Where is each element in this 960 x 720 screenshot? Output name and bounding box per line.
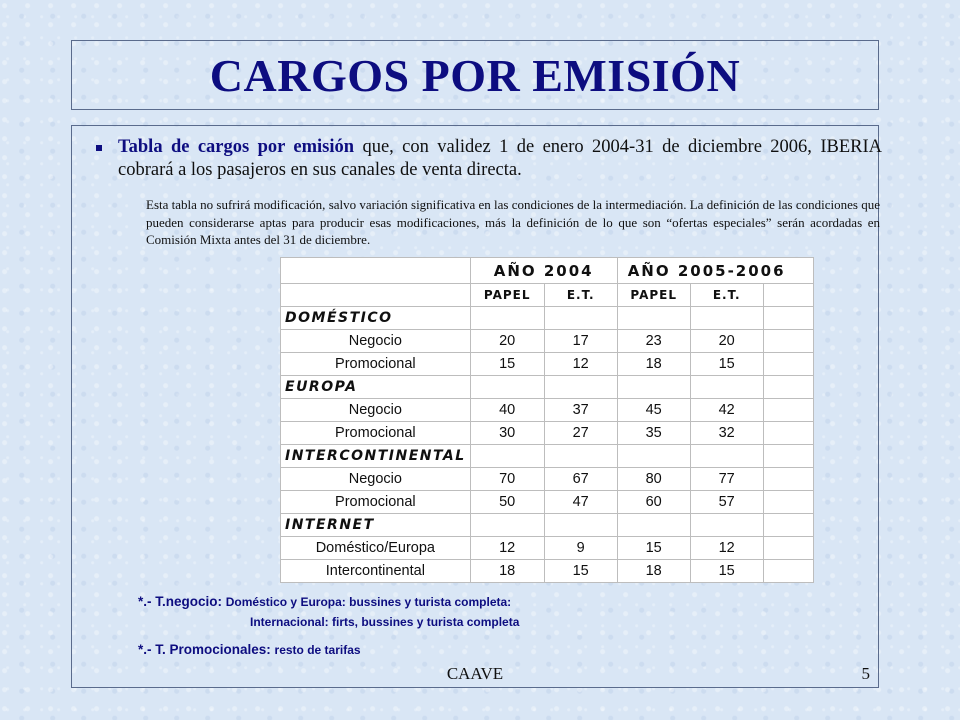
- empty-cell: [470, 376, 544, 399]
- intro-rest: que, con validez 1 de enero 2004-31 de diciembre 2006, IBERIA cobrará a los pasajeros en sus canales de venta directa.: [118, 137, 882, 180]
- footnote-promocionales: [138, 642, 361, 657]
- empty-cell: [470, 514, 544, 537]
- fee-value-cell: 57: [690, 491, 763, 514]
- empty-cell: [690, 307, 763, 330]
- fees-table-body: [281, 258, 814, 583]
- empty-cell: [544, 376, 617, 399]
- row-label: Negocio: [281, 330, 471, 353]
- fee-value-cell: 12: [544, 353, 617, 376]
- empty-cell: [763, 537, 813, 560]
- section-label: DOMÉSTICO: [281, 307, 471, 330]
- fee-value-cell: 30: [470, 422, 544, 445]
- empty-cell: [617, 514, 690, 537]
- empty-cell: [617, 307, 690, 330]
- fee-value-cell: 60: [617, 491, 690, 514]
- fee-value-cell: 18: [617, 560, 690, 583]
- section-label: INTERCONTINENTAL: [281, 445, 471, 468]
- fee-value-cell: 12: [690, 537, 763, 560]
- empty-cell: [544, 445, 617, 468]
- table-row: [281, 537, 814, 560]
- row-label: Doméstico/Europa: [281, 537, 471, 560]
- table-corner-cell: [281, 258, 471, 284]
- empty-cell: [690, 445, 763, 468]
- section-row: [281, 514, 814, 537]
- fee-value-cell: 45: [617, 399, 690, 422]
- fee-value-cell: 40: [470, 399, 544, 422]
- row-label: Promocional: [281, 491, 471, 514]
- footnote-negocio-prefix: *.- T.negocio:: [138, 594, 226, 609]
- row-label: Promocional: [281, 353, 471, 376]
- fee-value-cell: 15: [544, 560, 617, 583]
- empty-cell: [470, 445, 544, 468]
- note-paragraph: Esta tabla no sufrirá modificación, salvo variación significativa en las condiciones de la intermediación. La definición de las condiciones que pueden considerarse aptas para producir esas modificaciones, más la definición de lo que son “ofertas especiales” serán acordadas en Comisión Mixta antes del 31 de diciembre.: [146, 197, 880, 247]
- fee-value-cell: 20: [470, 330, 544, 353]
- sub-header-blank: [281, 284, 471, 307]
- section-row: [281, 307, 814, 330]
- footnote-promocionales-prefix: *.- T. Promocionales:: [138, 642, 275, 657]
- table-row: [281, 399, 814, 422]
- empty-cell: [763, 468, 813, 491]
- empty-cell: [763, 330, 813, 353]
- year-header-row: [281, 258, 814, 284]
- empty-cell: [763, 445, 813, 468]
- fee-value-cell: 67: [544, 468, 617, 491]
- fee-value-cell: 42: [690, 399, 763, 422]
- sub-header-et-2004: E.T.: [544, 284, 617, 307]
- fee-value-cell: 9: [544, 537, 617, 560]
- empty-cell: [690, 376, 763, 399]
- fee-value-cell: 80: [617, 468, 690, 491]
- row-label: Intercontinental: [281, 560, 471, 583]
- sub-header-row: [281, 284, 814, 307]
- empty-cell: [763, 307, 813, 330]
- row-label: Negocio: [281, 468, 471, 491]
- square-bullet-icon: [96, 145, 102, 151]
- footnote-internacional: Internacional: firts, bussines y turista completa: [250, 615, 520, 629]
- fee-value-cell: 23: [617, 330, 690, 353]
- page-title: CARGOS POR EMISIÓN: [209, 49, 741, 101]
- empty-cell: [470, 307, 544, 330]
- footnote-negocio: [138, 594, 511, 609]
- empty-cell: [763, 376, 813, 399]
- sub-header-papel-2005: PAPEL: [617, 284, 690, 307]
- empty-cell: [617, 376, 690, 399]
- content-box: [71, 125, 882, 688]
- table-row: [281, 422, 814, 445]
- section-row: [281, 445, 814, 468]
- empty-cell: [544, 514, 617, 537]
- empty-cell: [690, 514, 763, 537]
- title-box: [71, 40, 879, 110]
- table-row: [281, 330, 814, 353]
- sub-header-et-2005: E.T.: [690, 284, 763, 307]
- footer-org: CAAVE: [446, 664, 504, 683]
- fee-value-cell: 20: [690, 330, 763, 353]
- fee-value-cell: 15: [617, 537, 690, 560]
- fee-value-cell: 15: [470, 353, 544, 376]
- fees-table: [280, 257, 814, 583]
- table-row: [281, 353, 814, 376]
- section-label: INTERNET: [281, 514, 471, 537]
- fee-value-cell: 70: [470, 468, 544, 491]
- intro-paragraph: [96, 136, 882, 182]
- fee-value-cell: 15: [690, 560, 763, 583]
- fee-value-cell: 17: [544, 330, 617, 353]
- fee-value-cell: 15: [690, 353, 763, 376]
- fee-value-cell: 37: [544, 399, 617, 422]
- fee-value-cell: 35: [617, 422, 690, 445]
- sub-header-extra: [763, 284, 813, 307]
- fee-value-cell: 47: [544, 491, 617, 514]
- fee-value-cell: 50: [470, 491, 544, 514]
- empty-cell: [617, 445, 690, 468]
- section-row: [281, 376, 814, 399]
- sub-header-papel-2004: PAPEL: [470, 284, 544, 307]
- empty-cell: [763, 353, 813, 376]
- fee-value-cell: 12: [470, 537, 544, 560]
- table-row: [281, 560, 814, 583]
- empty-cell: [763, 560, 813, 583]
- fee-value-cell: 18: [470, 560, 544, 583]
- page-number: 5: [861, 664, 870, 683]
- empty-cell: [763, 491, 813, 514]
- fee-value-cell: 18: [617, 353, 690, 376]
- footnote-promocionales-text: resto de tarifas: [274, 643, 361, 657]
- section-label: EUROPA: [281, 376, 471, 399]
- year-header-2005-2006: AÑO 2005-2006: [617, 258, 813, 284]
- fee-value-cell: 27: [544, 422, 617, 445]
- year-header-2004: AÑO 2004: [470, 258, 617, 284]
- fee-value-cell: 32: [690, 422, 763, 445]
- empty-cell: [763, 422, 813, 445]
- intro-bold: Tabla de cargos por emisión: [118, 137, 355, 157]
- table-row: [281, 491, 814, 514]
- empty-cell: [763, 399, 813, 422]
- empty-cell: [544, 307, 617, 330]
- fee-value-cell: 77: [690, 468, 763, 491]
- empty-cell: [763, 514, 813, 537]
- row-label: Negocio: [281, 399, 471, 422]
- footnote-negocio-text: Doméstico y Europa: bussines y turista completa:: [225, 595, 512, 609]
- row-label: Promocional: [281, 422, 471, 445]
- table-row: [281, 468, 814, 491]
